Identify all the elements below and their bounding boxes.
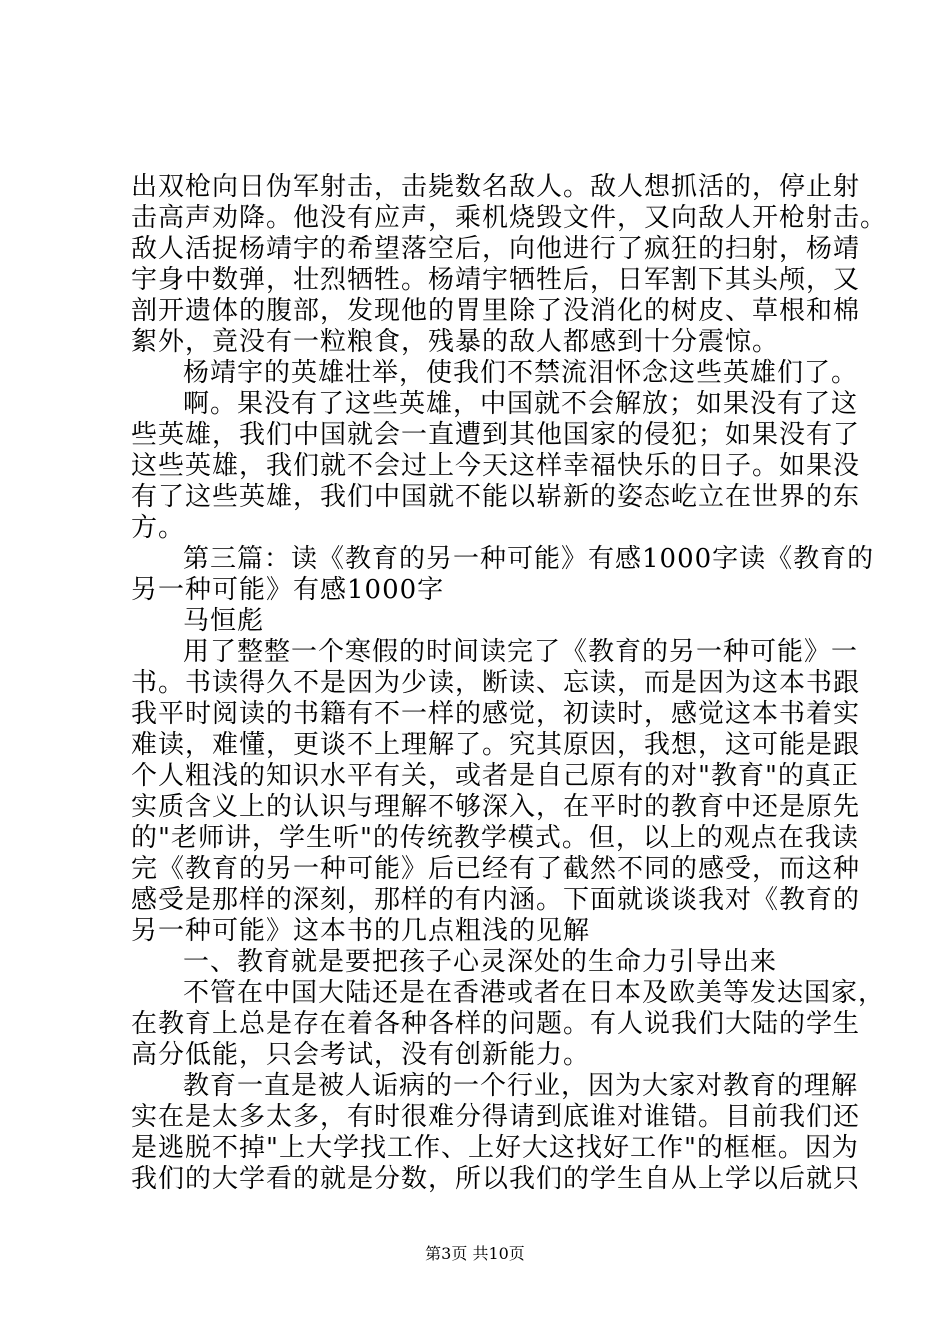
text-line: 实在是太多太多，有时很难分得请到底谁对谁错。目前我们还: [131, 1102, 861, 1132]
text-line: 方。: [131, 513, 186, 543]
text-line: 另一种可能》这本书的几点粗浅的见解: [131, 916, 591, 946]
page-footer: [0, 1244, 950, 1264]
text-line: 些英雄，我们中国就会一直遭到其他国家的侵犯；如果没有了: [131, 420, 861, 450]
text-line: 有了这些英雄，我们中国就不能以崭新的姿态屹立在世界的东: [131, 482, 861, 512]
text-line: 击高声劝降。他没有应声，乘机烧毁文件，又向敌人开枪射击。: [131, 203, 888, 233]
text-line: 剖开遗体的腹部，发现他的胃里除了没消化的树皮、草根和棉: [131, 296, 861, 326]
text-line: 杨靖宇的英雄壮举，使我们不禁流泪怀念这些英雄们了。: [183, 358, 859, 388]
text-line: 出双枪向日伪军射击，击毙数名敌人。敌人想抓活的，停止射: [131, 172, 861, 202]
text-line: 教育一直是被人诟病的一个行业，因为大家对教育的理解: [183, 1071, 859, 1101]
text-line: 的"老师讲，学生听"的传统教学模式。但，以上的观点在我读: [131, 823, 859, 853]
text-line: 敌人活捉杨靖宇的希望落空后，向他进行了疯狂的扫射，杨靖: [131, 234, 861, 264]
text-line: 高分低能，只会考试，没有创新能力。: [131, 1040, 591, 1070]
text-line: 实质含义上的认识与理解不够深入，在平时的教育中还是原先: [131, 792, 861, 822]
text-line: 这些英雄，我们就不会过上今天这样幸福快乐的日子。如果没: [131, 451, 861, 481]
text-line: 絮外，竟没有一粒粮食，残暴的敌人都感到十分震惊。: [131, 327, 780, 357]
text-line: 书。书读得久不是因为少读，断读、忘读，而是因为这本书跟: [131, 668, 861, 698]
text-line: 宇身中数弹，壮烈牺牲。杨靖宇牺牲后，日军割下其头颅，又: [131, 265, 861, 295]
text-line: 个人粗浅的知识水平有关，或者是自己原有的对"教育"的真正: [131, 761, 859, 791]
text-line: 是逃脱不掉"上大学找工作、上好大这找好工作"的框框。因为: [131, 1133, 859, 1163]
text-line: 第三篇：读《教育的另一种可能》有感1000字读《教育的: [183, 544, 875, 574]
text-line: 用了整整一个寒假的时间读完了《教育的另一种可能》一: [183, 637, 859, 667]
text-line: 不管在中国大陆还是在香港或者在日本及欧美等发达国家，: [183, 978, 886, 1008]
text-line: 在教育上总是存在着各种各样的问题。有人说我们大陆的学生: [131, 1009, 861, 1039]
text-line: 我平时阅读的书籍有不一样的感觉，初读时，感觉这本书着实: [131, 699, 861, 729]
text-line: 马恒彪: [183, 606, 265, 636]
text-line: 完《教育的另一种可能》后已经有了截然不同的感受，而这种: [131, 854, 861, 884]
page-number-label: 第3页 共10页: [425, 1244, 525, 1263]
text-line: 另一种可能》有感1000字: [131, 575, 445, 605]
text-line: 我们的大学看的就是分数，所以我们的学生自从上学以后就只: [131, 1164, 861, 1194]
text-line: 啊。果没有了这些英雄，中国就不会解放；如果没有了这: [183, 389, 859, 419]
document-body: [131, 172, 888, 1195]
text-line: 一、教育就是要把孩子心灵深处的生命力引导出来: [183, 947, 778, 977]
text-line: 难读，难懂，更谈不上理解了。究其原因，我想，这可能是跟: [131, 730, 861, 760]
text-line: 感受是那样的深刻，那样的有内涵。下面就谈谈我对《教育的: [131, 885, 861, 915]
